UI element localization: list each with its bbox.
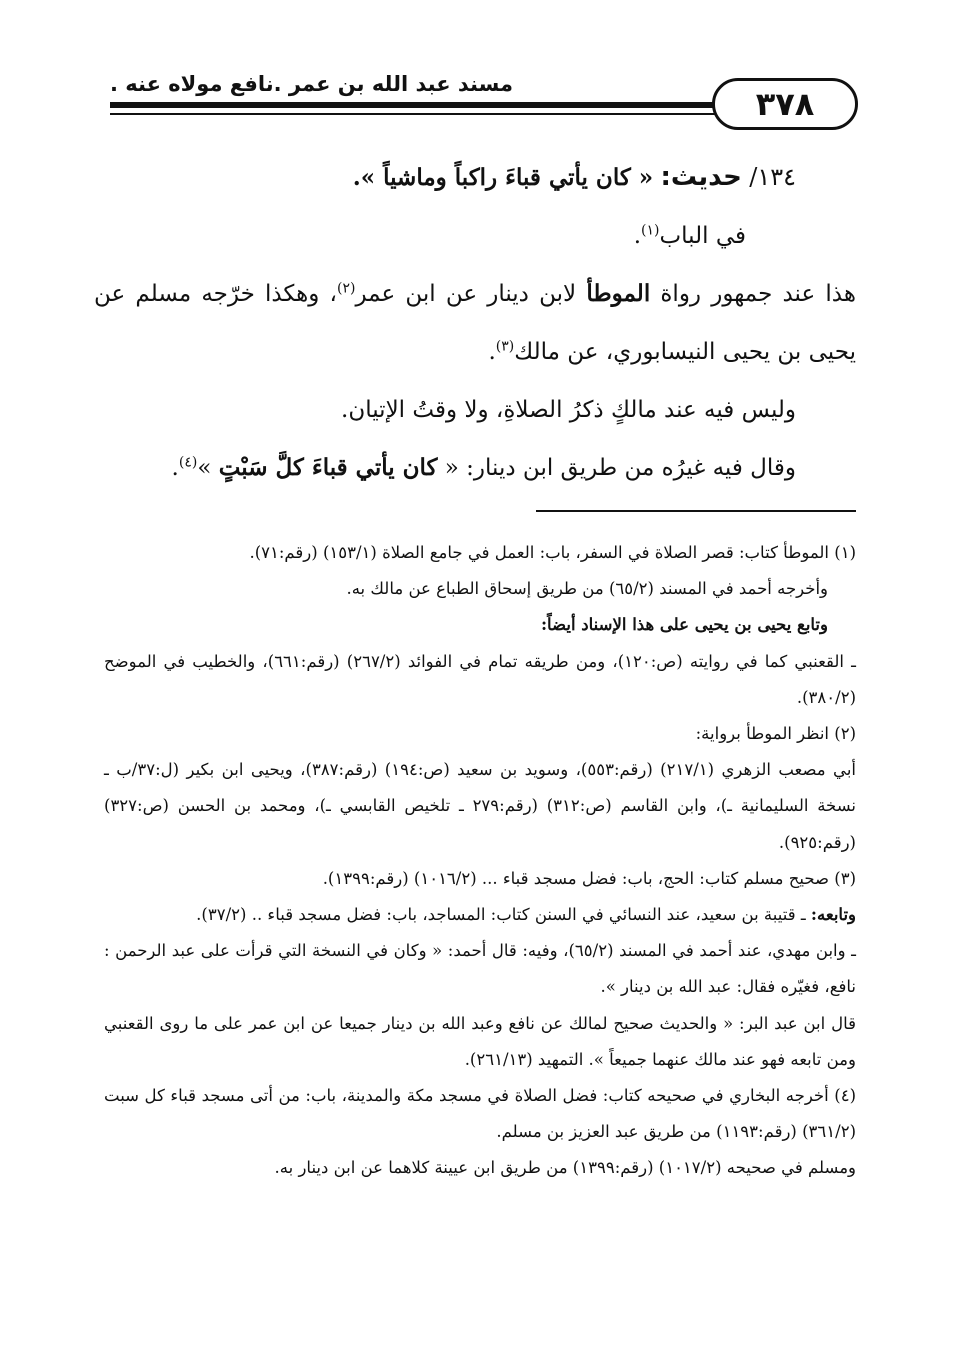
footnotes — [104, 535, 856, 1187]
footnote-3-line-3: ـ وابن مهدي، عند أحمد في المسند (٦٥/٢)، وفيه: قال أحمد: « وكان في النسخة التي قرأت على عبد الرحمن : نافع، فغيّره فقال: عبد الله بن دينار ». — [104, 941, 856, 997]
fi-al-bab-end: . — [633, 223, 642, 249]
footnote-2-line-2: أبي مصعب الزهري (٢١٧/١) (رقم:٥٥٣)، وسويد بن سعيد (ص:١٩٤) (رقم:٣٨٧)، ويحيى ابن بكير (ل:٣٧/ب ـ نسخة السليمانية ـ)، وابن القاسم (ص:٣١٢) (رقم:٢٧٩ ـ تلخيص القابسي ـ)، ومحمد بن الحسن (ص:٣٢٧) (رقم:٩٢٥). — [104, 760, 857, 852]
hadith-heading — [94, 148, 856, 207]
footnote-4-line-1: (٤) أخرجه البخاري في صحيحه كتاب: فضل الصلاة في مسجد مكة والمدينة، باب: من أتى مسجد قباء كل سبت (٣٦١/٢) (رقم:١١٩٣) من طريق عبد العزيز بن مسلم. — [104, 1086, 856, 1142]
footnote-1-line-1: (١) الموطأ كتاب: قصر الصلاة في السفر، باب: العمل في جامع الصلاة (١٥٣/١) (رقم:٧١). — [249, 543, 856, 562]
page-header — [0, 0, 956, 140]
footnote-ref-3: (٣) — [495, 338, 515, 355]
main-text — [94, 148, 856, 497]
footnote-ref-2: (٢) — [336, 280, 356, 297]
hadith-label: حديث: — [660, 162, 742, 192]
hadith-text: « كان يأتي قباءَ راكباً وماشياً ». — [352, 164, 654, 191]
footnote-1-line-2: وأخرجه أحمد في المسند (٦٥/٢) من طريق إسحاق الطباع عن مالك به. — [346, 579, 828, 599]
fi-al-bab-line — [94, 207, 856, 265]
footnote-ref-1: (١) — [641, 222, 660, 239]
footnote-ref-4: (٤) — [178, 454, 198, 471]
header-rule-thick — [110, 102, 730, 108]
running-title: مسند عبد الله بن عمر .نافع مولاه عنه . — [110, 72, 513, 96]
p3-text-a: وقال فيه غيرُه من طريق ابن دينار: « — [437, 455, 796, 481]
footnote-3-tabaahu: وتابعه: — [810, 905, 856, 925]
p1-text-b: لابن دينار عن ابن عمر — [355, 281, 587, 307]
p3-text-b: » — [197, 455, 219, 481]
paragraph-3 — [94, 439, 856, 497]
p1-text-c: ، وهكذا خرّجه مسلم عن يحيى بن يحيى النيسابوري، عن مالك — [94, 281, 856, 365]
fi-al-bab: في الباب — [659, 223, 746, 249]
p1-text-d: . — [488, 339, 496, 365]
p3-end: . — [171, 455, 179, 481]
hadith-number: ١٣٤/ — [749, 163, 796, 191]
footnote-3-line-4: قال ابن عبد البر: « والحديث صحيح لمالك عن نافع وعبد الله بن دينار جميعا عن ابن عمر على ما روى القعنبي ومن تابعه فهو عند مالك عنهما جميعاً ». التمهيد (٢٦١/١٣). — [104, 1013, 856, 1069]
page-number: ٣٧٨ — [712, 78, 858, 130]
footnote-4-line-2: ومسلم في صحيحه (١٠١٧/٢) (رقم:١٣٩٩) من طريق ابن عيينة كلاهما عن ابن دينار به. — [274, 1158, 856, 1178]
paragraph-2: وليس فيه عند مالكٍ ذكرُ الصلاةِ، ولا وقتُ الإتيان. — [341, 397, 796, 423]
footnote-3-line-1: (٣) صحيح مسلم كتاب: الحج، باب: فضل مسجد قباء ... (١٠١٦/٢) (رقم:١٣٩٩). — [322, 868, 856, 888]
footnote-1-line-4: ـ القعنبي كما في روايته (ص:١٢٠)، ومن طريقه تمام في الفوائد (٢٦٧/٢) (رقم:٦٦١)، والخطيب في الموضح (٣٨٠/٢). — [104, 651, 856, 707]
footnote-3-line-2-text: ـ قتيبة بن سعيد، عند النسائي في السنن كتاب: المساجد، باب: فضل مسجد قباء .. (٣٧/٢). — [196, 905, 811, 925]
paragraph-1 — [94, 265, 856, 381]
footnote-3-line-2 — [104, 897, 856, 933]
p1-text-a: هذا عند جمهور رواة — [650, 281, 856, 307]
footnote-1-line-3: وتابع يحيى بن يحيى على هذا الإسناد أيضاً: — [540, 615, 828, 635]
p1-bold: الموطأ — [586, 280, 651, 307]
header-rule-thin — [110, 113, 730, 115]
footnote-separator — [536, 510, 856, 512]
p3-bold: كان يأتي قباءَ كلَّ سَبْتٍ — [218, 454, 438, 481]
footnote-2-line-1: (٢) انظر الموطأ برواية: — [695, 724, 856, 744]
